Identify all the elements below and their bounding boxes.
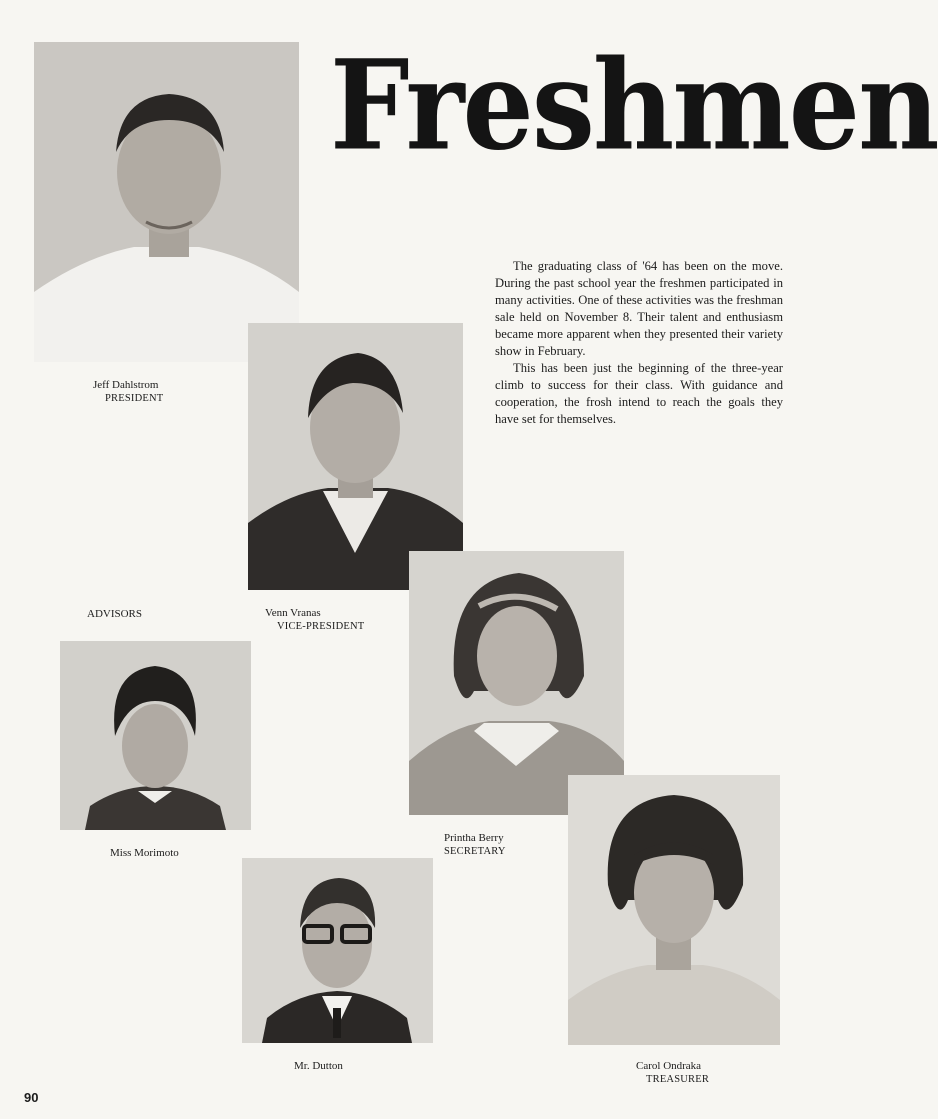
caption-miss-morimoto: Miss Morimoto <box>110 847 179 859</box>
caption-secretary <box>444 832 506 858</box>
officer-name: Carol Ondraka <box>636 1060 702 1072</box>
officer-name: Jeff Dahlstrom <box>93 379 159 391</box>
photo-carol-ondraka <box>568 775 780 1045</box>
caption-treasurer <box>636 1060 709 1086</box>
page-title: Freshmen <box>330 34 938 179</box>
officer-role: VICE-PRESIDENT <box>277 621 365 632</box>
officer-name: Venn Vranas <box>265 607 321 619</box>
officer-role: TREASURER <box>646 1074 710 1085</box>
officer-role: SECRETARY <box>444 846 506 857</box>
photo-miss-morimoto <box>60 641 251 830</box>
paragraph-1: The graduating class of '64 has been on the move. During the past school year the freshmen participated in many activities. One of these activities was the freshman sale held on November 8. Their talent and enthusiasm became more apparent when they presented their variety show in February. <box>495 259 783 358</box>
class-description <box>495 258 783 428</box>
page-number: 90 <box>24 1090 39 1105</box>
caption-advisors-heading: ADVISORS <box>87 608 143 620</box>
caption-mr-dutton: Mr. Dutton <box>294 1060 343 1072</box>
paragraph-2: This has been just the beginning of the three-year climb to success for their class. With guidance and cooperation, the frosh intend to reach the goals they have set for themselves. <box>495 361 783 426</box>
officer-role: PRESIDENT <box>105 393 164 404</box>
officer-name: Printha Berry <box>444 832 504 844</box>
photo-mr-dutton <box>242 858 433 1043</box>
caption-vice-president <box>265 607 364 633</box>
caption-president <box>93 379 163 405</box>
photo-venn-vranas <box>248 323 463 590</box>
photo-jeff-dahlstrom <box>34 42 299 362</box>
